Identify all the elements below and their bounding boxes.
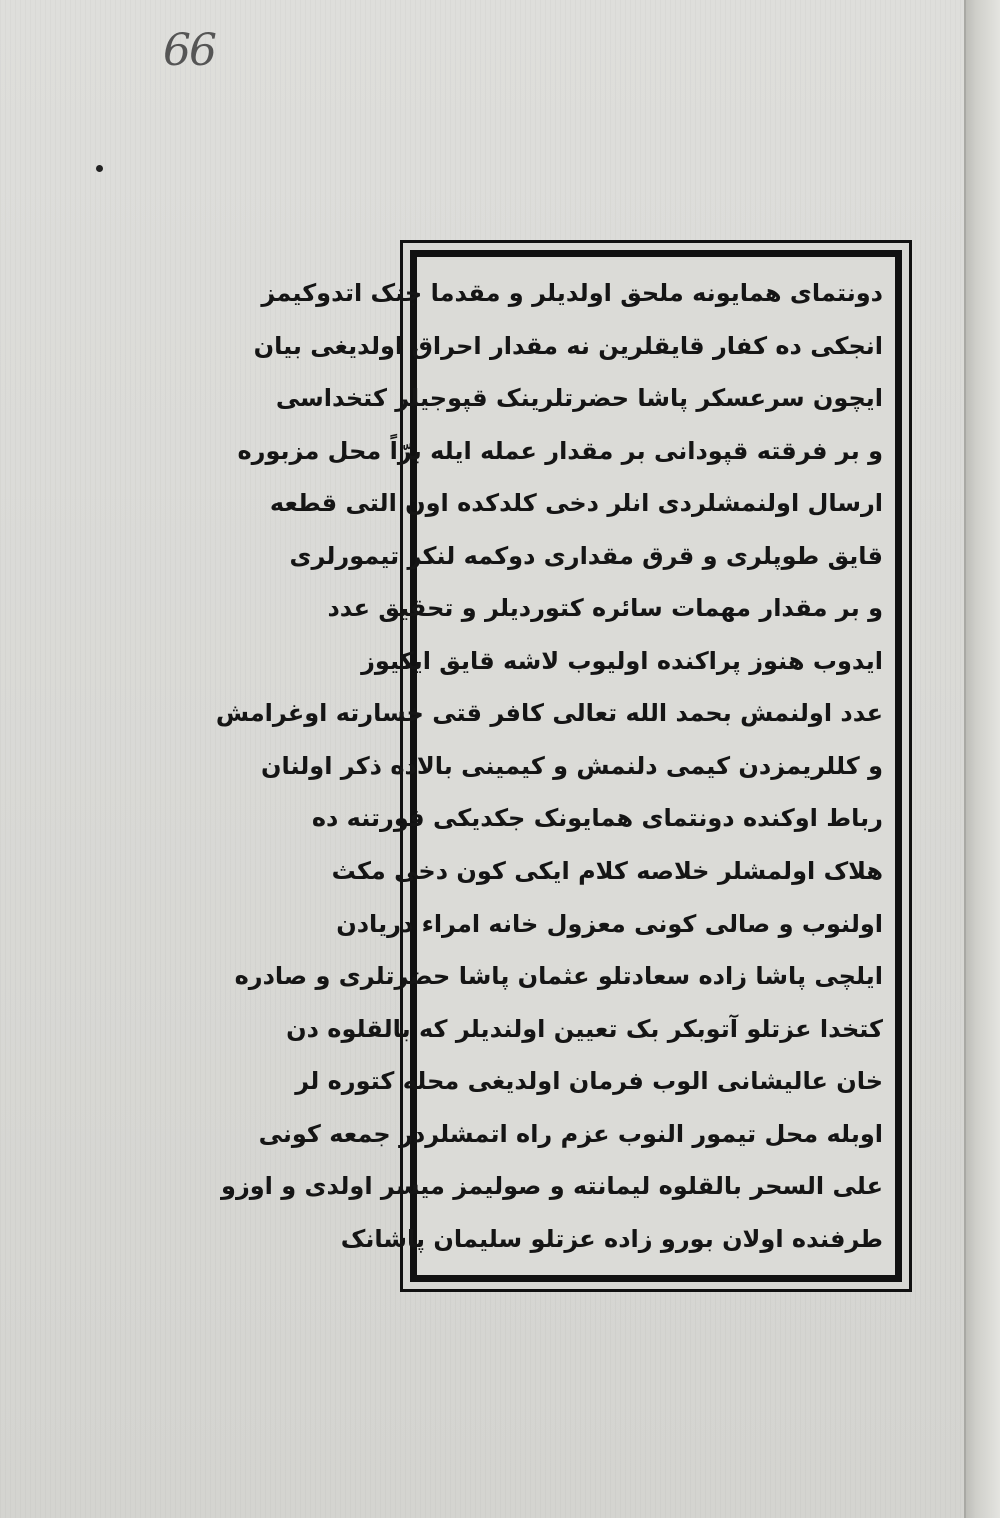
text-line: اولنوب و صالی کونی معزول خانه امراء دریادن xyxy=(336,909,883,938)
text-line: رباط اوکنده دونتمای همایونک جکدیکی فورتنه ده xyxy=(311,804,883,833)
text-line: انجکی ده کفار قایقلرین نه مقدار احراق اولدیغی بیان xyxy=(253,331,883,360)
text-line: ارسال اولنمشلردی انلر دخی کلدکده اون التی قطعه xyxy=(269,489,883,518)
text-line: عدد اولنمش بحمد الله تعالی کافر قتی خسارته اوغرامش xyxy=(215,699,883,728)
text-line: خان عالیشانی الوب فرمان اولدیغی محله کتوره لر xyxy=(295,1067,883,1096)
text-line: علی السحر بالقلوه لیمانته و صولیمز میسر اولدی و اوزو xyxy=(221,1172,883,1201)
text-line: قایق طوپلری و قرق مقداری دوکمه لنکر تیمورلری xyxy=(289,541,883,570)
text-line: طرفنده اولان بورو زاده عزتلو سلیمان پاشانک xyxy=(340,1224,883,1253)
text-frame-inner xyxy=(215,250,902,1282)
text-line: و بر مقدار مهمات سائره کتوردیلر و تحقیق عدد xyxy=(327,594,883,623)
text-line: کتخدا عزتلو آتوبکر بک تعیین اولندیلر که بالقلوه دن xyxy=(286,1014,883,1043)
text-line: و کللریمزدن کیمی دلنمش و کیمینی بالاده ذکر اولنان xyxy=(260,751,883,780)
text-line: و بر فرقته قپودانی بر مقدار عمله ایله برّاً محل مزبوره xyxy=(237,436,883,465)
text-line: ایدوب هنوز پراکنده اولیوب لاشه قایق ایکیوز xyxy=(361,646,883,675)
text-block xyxy=(215,271,883,1261)
text-line: هلاک اولمشلر خلاصه کلام ایکی کون دخی مکث xyxy=(331,857,883,886)
text-line: دونتمای همایونه ملحق اولدیلر و مقدما جنک اتدوکیمز xyxy=(261,279,883,307)
text-line: ایچون سرعسکر پاشا حضرتلرینک قپوجیلر کتخداسی xyxy=(275,384,883,413)
text-line: ایلچی پاشا زاده سعادتلو عثمان پاشا حضرتلری و صادره xyxy=(234,962,883,991)
folio-number: 66 xyxy=(163,25,215,76)
ink-dot xyxy=(96,165,103,172)
text-line: اوبله محل تیمور النوب عزم راه اتمشلردر جمعه کونی xyxy=(258,1119,883,1148)
text-frame xyxy=(215,240,912,1292)
page-edge xyxy=(964,0,1000,1518)
